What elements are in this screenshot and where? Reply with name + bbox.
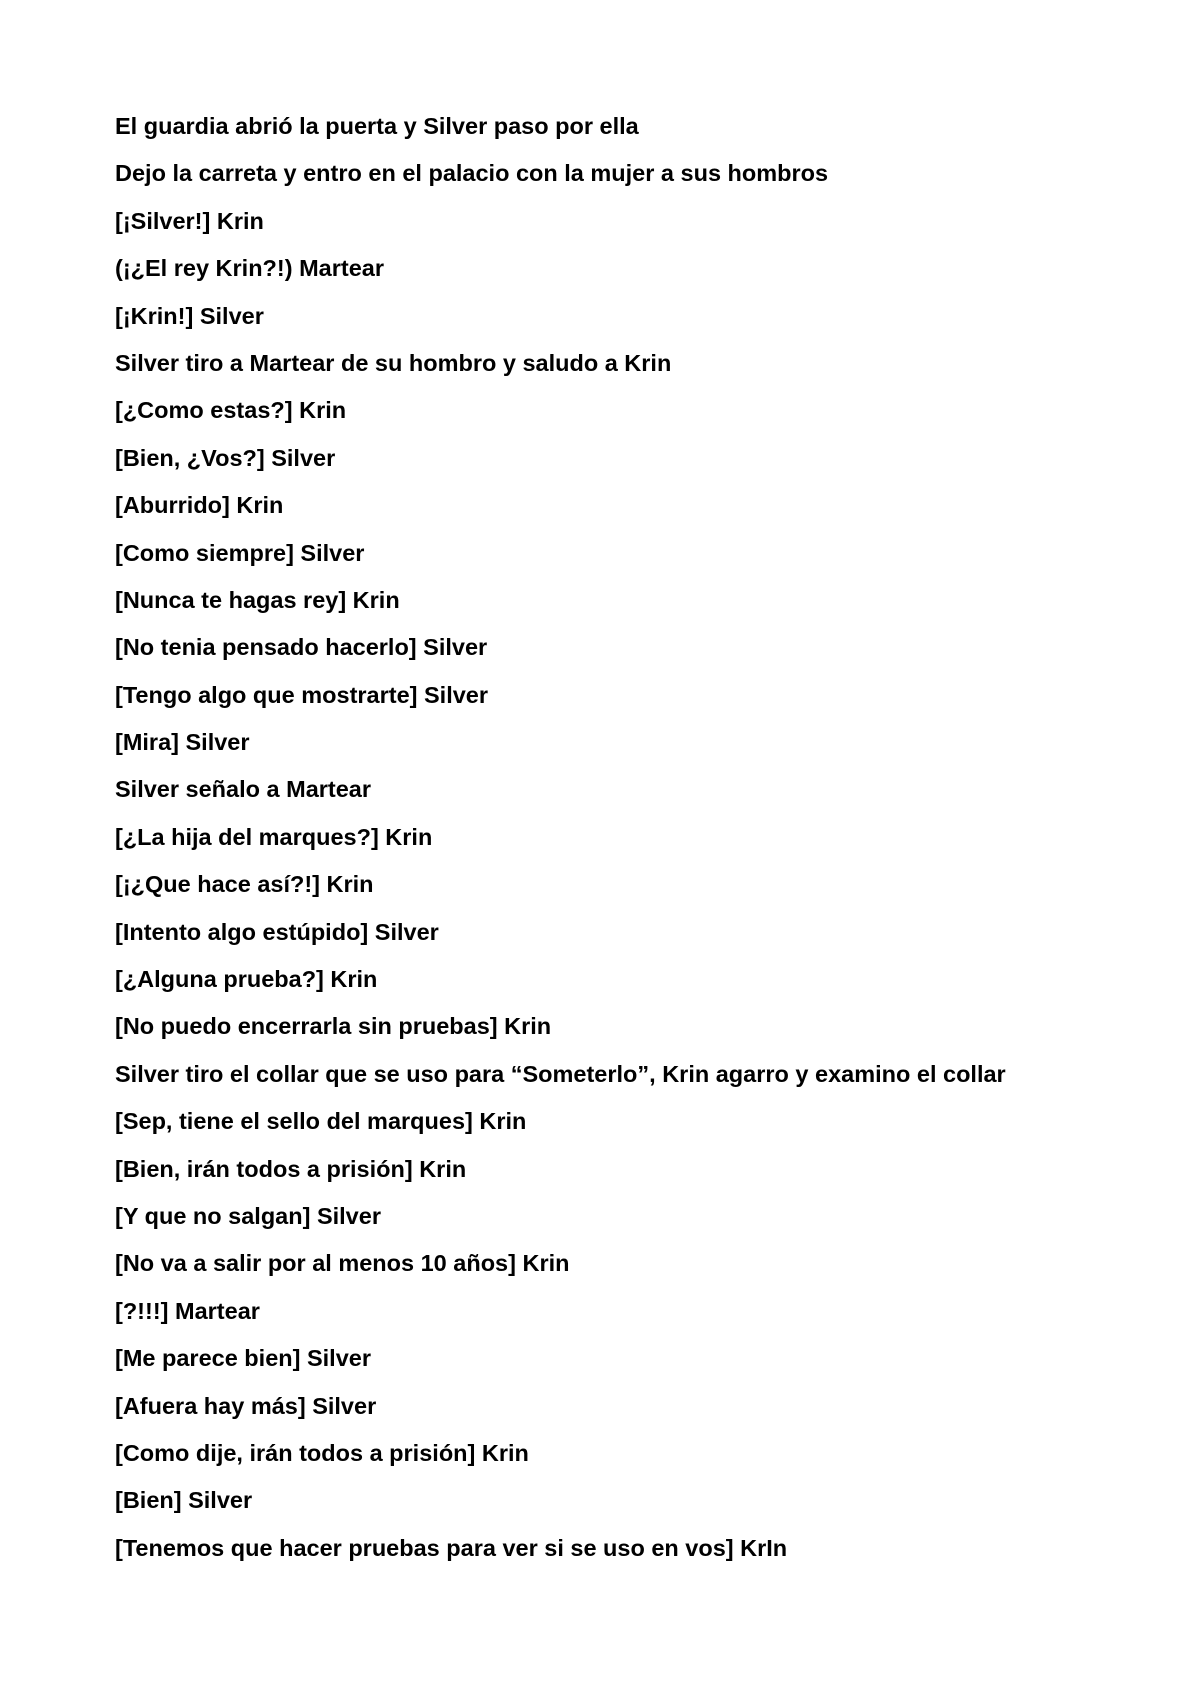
text-line: [Tenemos que hacer pruebas para ver si se uso en vos] KrIn xyxy=(115,1534,788,1561)
document-body xyxy=(115,110,1115,1579)
text-line: Silver señalo a Martear xyxy=(115,776,372,803)
text-line: [Tengo algo que mostrarte] Silver xyxy=(115,681,489,708)
text-line: [Bien] Silver xyxy=(115,1487,253,1514)
text-line: (¡¿El rey Krin?!) Martear xyxy=(115,255,384,282)
text-line: [¿Alguna prueba?] Krin xyxy=(115,966,378,993)
text-line: [No tenia pensado hacerlo] Silver xyxy=(115,634,488,661)
text-line: [?!!!] Martear xyxy=(115,1297,260,1324)
text-line: [¿Como estas?] Krin xyxy=(115,397,347,424)
text-line: [Mira] Silver xyxy=(115,729,250,756)
text-line: [¡¿Que hace así?!] Krin xyxy=(115,871,374,898)
text-line: Silver tiro a Martear de su hombro y saludo a Krin xyxy=(115,349,672,376)
text-line: Silver tiro el collar que se uso para “Someterlo”, Krin agarro y examino el collar xyxy=(115,1060,1006,1087)
text-line: [Como siempre] Silver xyxy=(115,539,365,566)
text-line: [Aburrido] Krin xyxy=(115,492,284,519)
text-line: [Sep, tiene el sello del marques] Krin xyxy=(115,1108,527,1135)
text-line: [Afuera hay más] Silver xyxy=(115,1392,377,1419)
text-line: El guardia abrió la puerta y Silver paso por ella xyxy=(115,113,639,139)
text-line: [Bien, ¿Vos?] Silver xyxy=(115,444,336,471)
text-line: [Y que no salgan] Silver xyxy=(115,1202,381,1229)
text-line: [¿La hija del marques?] Krin xyxy=(115,823,433,850)
text-line: Dejo la carreta y entro en el palacio con la mujer a sus hombros xyxy=(115,160,829,187)
text-line: [¡Silver!] Krin xyxy=(115,207,264,234)
text-line: [Bien, irán todos a prisión] Krin xyxy=(115,1155,467,1182)
text-line: [Nunca te hagas rey] Krin xyxy=(115,586,400,613)
text-line: [Intento algo estúpido] Silver xyxy=(115,918,439,945)
text-line: [Me parece bien] Silver xyxy=(115,1345,371,1372)
text-line: [No puedo encerrarla sin pruebas] Krin xyxy=(115,1013,552,1040)
text-line: [¡Krin!] Silver xyxy=(115,302,264,329)
text-line: [No va a salir por al menos 10 años] Krin xyxy=(115,1250,570,1277)
text-line: [Como dije, irán todos a prisión] Krin xyxy=(115,1439,529,1466)
